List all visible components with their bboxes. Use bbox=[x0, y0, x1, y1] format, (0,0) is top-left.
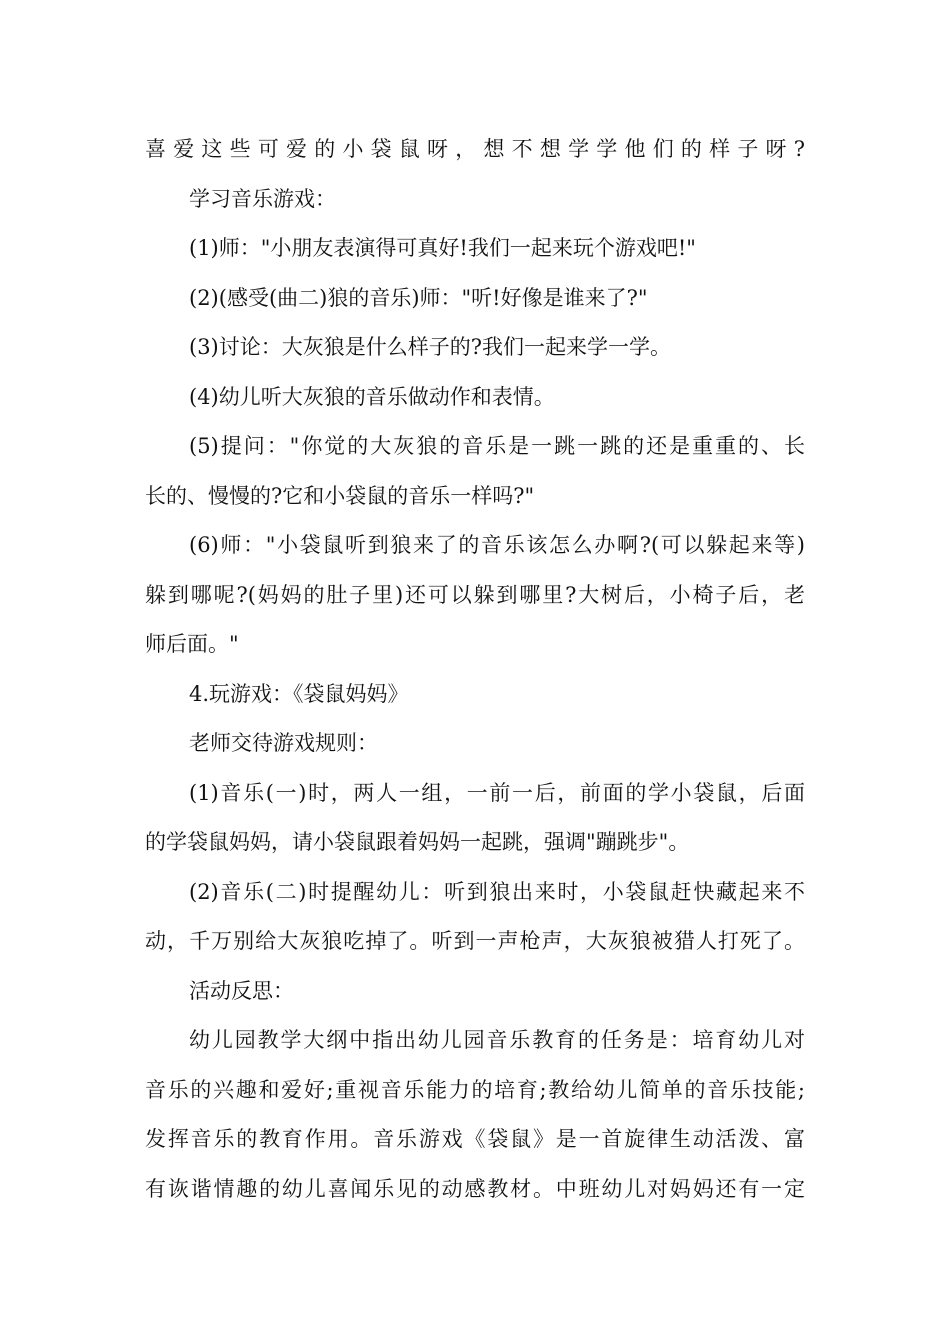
text-line: (2)(感受(曲二)狼的音乐)师："听!好像是谁来了?" bbox=[189, 285, 648, 310]
text-line: 幼儿园教学大纲中指出幼儿园音乐教育的任务是：培育幼儿对 bbox=[189, 1028, 805, 1052]
text-line: 躲到哪呢?(妈妈的肚子里)还可以躲到哪里?大树后，小椅子后，老 bbox=[145, 582, 805, 607]
text-line: (6)师："小袋鼠听到狼来了的音乐该怎么办啊?(可以躲起来等) bbox=[189, 533, 805, 557]
text-line: (4)幼儿听大灰狼的音乐做动作和表情。 bbox=[189, 384, 555, 409]
section-heading: 4.玩游戏：《袋鼠妈妈》 bbox=[189, 681, 409, 706]
section-heading: 老师交待游戏规则： bbox=[189, 731, 378, 755]
text-line: 师后面。" bbox=[145, 632, 239, 656]
document-body bbox=[145, 125, 805, 1214]
text-line: 长的、慢慢的?它和小袋鼠的音乐一样吗?" bbox=[145, 483, 535, 508]
text-line: (2)音乐(二)时提醒幼儿：听到狼出来时，小袋鼠赶快藏起来不 bbox=[189, 879, 805, 904]
text-line: 的学袋鼠妈妈，请小袋鼠跟着妈妈一起跳，强调"蹦跳步"。 bbox=[145, 830, 690, 854]
text-line: 喜爱这些可爱的小袋鼠呀，想不想学学他们的样子呀? bbox=[145, 137, 805, 161]
text-line: (5)提问："你觉的大灰狼的音乐是一跳一跳的还是重重的、长 bbox=[189, 434, 805, 458]
text-line: 动，千万别给大灰狼吃掉了。听到一声枪声，大灰狼被猎人打死了。 bbox=[145, 929, 805, 953]
section-heading: 活动反思： bbox=[189, 978, 294, 1003]
text-line: (1)音乐(一)时，两人一组，一前一后，前面的学小袋鼠，后面 bbox=[189, 780, 805, 805]
text-line: 有诙谐情趣的幼儿喜闻乐见的动感教材。中班幼儿对妈妈还有一定 bbox=[145, 1176, 805, 1201]
text-line: (3)讨论：大灰狼是什么样子的?我们一起来学一学。 bbox=[189, 335, 672, 359]
text-line: 发挥音乐的教育作用。音乐游戏《袋鼠》是一首旋律生动活泼、富 bbox=[145, 1127, 805, 1151]
text-line: 音乐的兴趣和爱好;重视音乐能力的培育;教给幼儿简单的音乐技能; bbox=[145, 1077, 805, 1102]
section-heading: 学习音乐游戏： bbox=[189, 186, 336, 211]
text-line: (1)师："小朋友表演得可真好!我们一起来玩个游戏吧!" bbox=[189, 236, 696, 260]
